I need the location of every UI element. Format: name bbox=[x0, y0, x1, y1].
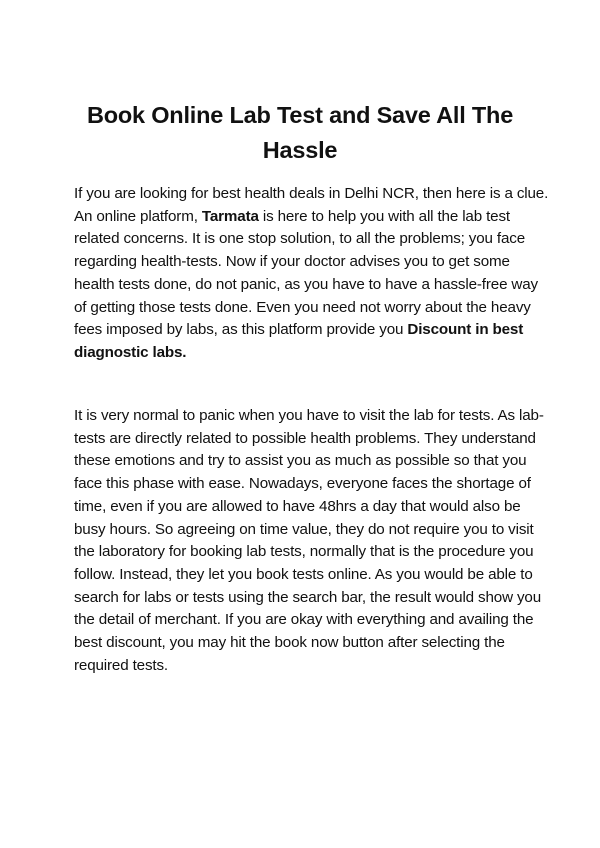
intro-text-middle: is here to help you with all the lab test related concerns. It is one stop solution, to all the problems; you face regarding health-tests. Now if your doctor advises you to get some health tests done, do not panic, as you have to have a hassle-free way of getting those tests done. Even you need not worry about the heavy fees imposed by labs, as this platform provide you bbox=[74, 207, 538, 339]
document-title: Book Online Lab Test and Save All The Hassle bbox=[86, 102, 514, 163]
body-paragraph: It is very normal to panic when you have to visit the lab for tests. As lab-tests are directly related to possible health problems. They understand these emotions and try to assist you as much as possible so that you face this phase with ease. Nowadays, everyone faces the shortage of time, even if you are allowed to have 48hrs a day that would also be busy hours. So agreeing on time value, they do not require you to visit the laboratory for booking lab tests, normally that is the procedure you follow. Instead, they let you book tests online. As you would be able to search for labs or tests using the search bar, the result would show you the detail of merchant. If you are okay with everything and availing the best discount, you may hit the book now button after selecting the required tests. bbox=[74, 407, 544, 674]
intro-text-start: If you are looking for best health deals in Delhi NCR, then here is a clue. An online platform, bbox=[74, 185, 549, 225]
discount-highlight: Discount in best diagnostic labs. bbox=[74, 321, 524, 361]
intro-paragraph bbox=[74, 183, 550, 365]
brand-name: Tarmata bbox=[201, 207, 259, 225]
